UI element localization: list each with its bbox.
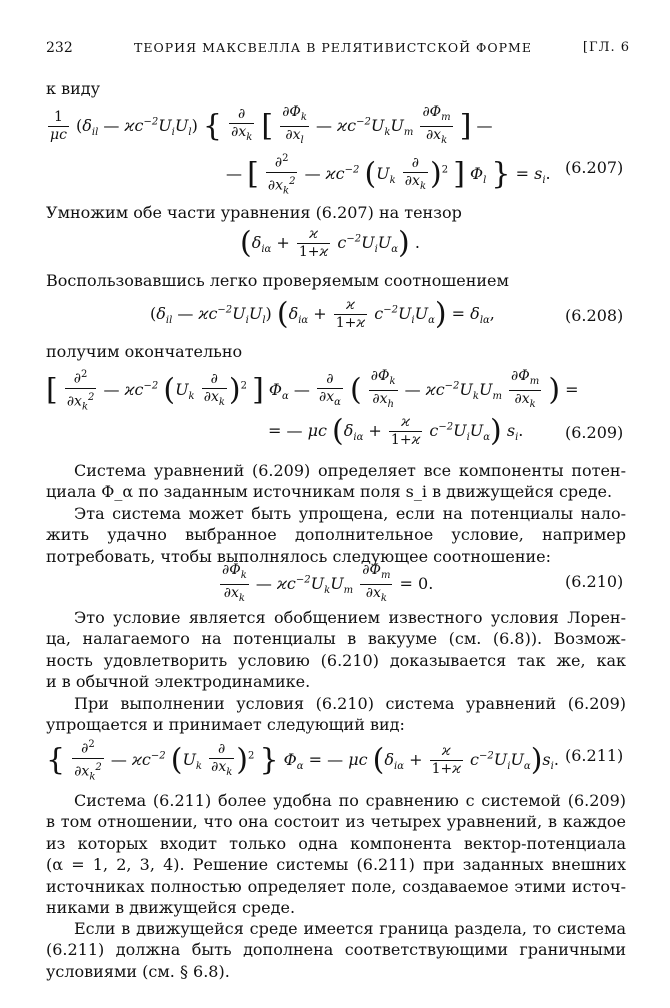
paragraph-line: (α = 1, 2, 3, 4). Решение системы (6.211) при заданных внешних bbox=[46, 855, 626, 875]
paragraph-simplified-form bbox=[46, 693, 626, 736]
paragraph-simplification bbox=[46, 503, 626, 567]
paragraph-line: жить удачно выбранное дополнительное условие, например bbox=[46, 525, 626, 545]
equation-number-6-207: (6.207) bbox=[565, 158, 624, 177]
paragraph-line: (6.211) должна быть дополнена соответствующими граничными bbox=[46, 940, 626, 960]
paragraph-boundary-conditions bbox=[46, 918, 626, 982]
running-header bbox=[46, 40, 630, 60]
paragraph-line: никами в движущейся среде. bbox=[46, 898, 296, 918]
equation-6-210: $\frac{\partial\Phi_k}{\partial x_k}$ — $ϰc^{-2}U_kU_m$ $\frac{\partial\Phi_m}{\partial x_k}$ = 0. bbox=[222, 562, 434, 604]
paragraph-line: потребовать, чтобы выполнялось следующее соотношение: bbox=[46, 546, 552, 566]
paragraph-line: ца, налагаемого на потенциалы в вакууме (см. (6.8)). Возмож- bbox=[46, 629, 626, 649]
equation-number-6-209: (6.209) bbox=[565, 423, 624, 442]
paragraph-line: Система уравнений (6.209) определяет все компоненты потен- bbox=[74, 461, 626, 480]
equation-number-6-211: (6.211) bbox=[565, 746, 624, 765]
paragraph-system-determines bbox=[46, 460, 626, 503]
paragraph-line: упрощается и принимает следующий вид: bbox=[46, 715, 405, 735]
chapter-label: [ГЛ. 6 bbox=[582, 40, 630, 55]
paragraph-line: из которых входит только одна компонента вектор-потенциала bbox=[46, 833, 626, 853]
equation-6-209-line2: = — μc ($\delta_{i\alpha}$ + $\frac{ϰ}{1+ϰ}$ $c^{-2}U_iU_\alpha$) $s_i$. bbox=[268, 413, 524, 449]
paragraph-lorentz-condition bbox=[46, 607, 626, 693]
equation-number-6-210: (6.210) bbox=[565, 572, 624, 591]
equation-6-211: { $\frac{\partial^2}{\partial x_k^2}$ — $ϰc^{-2}$ ($U_k$ $\frac{\partial}{\partial x_k}$ )$^2$ } $\Phi_\alpha$ = — μc ($\delta_{i\alpha}$ + $\frac{ϰ}{1+ϰ}$ $c^{-2}U_iU_\alpha)s_i$. bbox=[46, 736, 559, 785]
equation-number-6-208: (6.208) bbox=[565, 306, 624, 325]
paragraph-multiply: Умножим обе части уравнения (6.207) на тензор bbox=[46, 203, 462, 222]
equation-6-207-line1: $\frac{1}{\mu c}$ ($\delta_{il}$ — $ϰc^{-2}U_iU_l$) { $\frac{\partial}{\partial x_k}$ [ $\frac{\partial\Phi_k}{\partial x_l}$ — $ϰc^{-2}U_kU_m$ $\frac{\partial\Phi_m}{\partial x_k}$ ] — bbox=[50, 104, 493, 146]
equation-6-209-line1: [ $\frac{\partial^2}{\partial x_k^2}$ — $ϰc^{-2}$ ($U_k$ $\frac{\partial}{\partial x_k}$ )$^2$ ] $\Phi_\alpha$ — $\frac{\partial}{\partial x_\alpha}$ ( $\frac{\partial\Phi_k}{\partial x_h}$ — $ϰc^{-2}U_kU_m$ $\frac{\partial\Phi_m}{\partial x_k}$ ) = bbox=[46, 366, 579, 415]
paragraph-relation: Воспользовавшись легко проверяемым соотношением bbox=[46, 271, 509, 290]
tensor-expression: ($\delta_{i\alpha}$ + $\frac{ϰ}{1+ϰ}$ $c^{-2}U_iU_\alpha$) . bbox=[240, 225, 420, 261]
intro-text: к виду bbox=[46, 79, 101, 98]
paragraph-line: источниках полностью определяет поле, создаваемое этими источ- bbox=[46, 876, 626, 896]
paragraph-system-convenience bbox=[46, 790, 626, 918]
equation-6-208: ($\delta_{il}$ — $ϰc^{-2}U_iU_l$) ($\delta_{i\alpha}$ + $\frac{ϰ}{1+ϰ}$ $c^{-2}U_iU_\alpha) = \delta_{l\alpha}$, bbox=[150, 296, 495, 332]
page-number: 232 bbox=[46, 40, 73, 56]
paragraph-line: и в обычной электродинамике. bbox=[46, 672, 311, 692]
running-title: ТЕОРИЯ МАКСВЕЛЛА В РЕЛЯТИВИСТСКОЙ ФОРМЕ bbox=[134, 40, 532, 55]
paragraph-line: циала Φ_α по заданным источникам поля s_i в движущейся среде. bbox=[46, 482, 613, 502]
paragraph-line: ность удовлетворить условию (6.210) доказывается так же, как bbox=[46, 650, 626, 670]
paragraph-line: Система (6.211) более удобна по сравнению с системой (6.209) bbox=[74, 791, 626, 810]
paragraph-line: Если в движущейся среде имеется граница раздела, то система bbox=[74, 919, 626, 938]
paragraph-line: Эта система может быть упрощена, если на потенциалы нало- bbox=[74, 504, 626, 523]
paragraph-line: условиями (см. § 6.8). bbox=[46, 961, 230, 981]
paragraph-finally: получим окончательно bbox=[46, 342, 243, 361]
paragraph-line: в том отношении, что она состоит из четырех уравнений, в каждое bbox=[46, 812, 626, 832]
paragraph-line: Это условие является обобщением известного условия Лорен- bbox=[74, 608, 626, 627]
equation-6-207-line2: — [ $\frac{\partial^2}{\partial x_k^2}$ — $ϰc^{-2}$ ($U_k$ $\frac{\partial}{\partial x_k}$ )$^2$ ] $\Phi_l$ } = $s_i$. bbox=[226, 150, 551, 199]
paragraph-line: При выполнении условия (6.210) система уравнений (6.209) bbox=[74, 694, 626, 713]
